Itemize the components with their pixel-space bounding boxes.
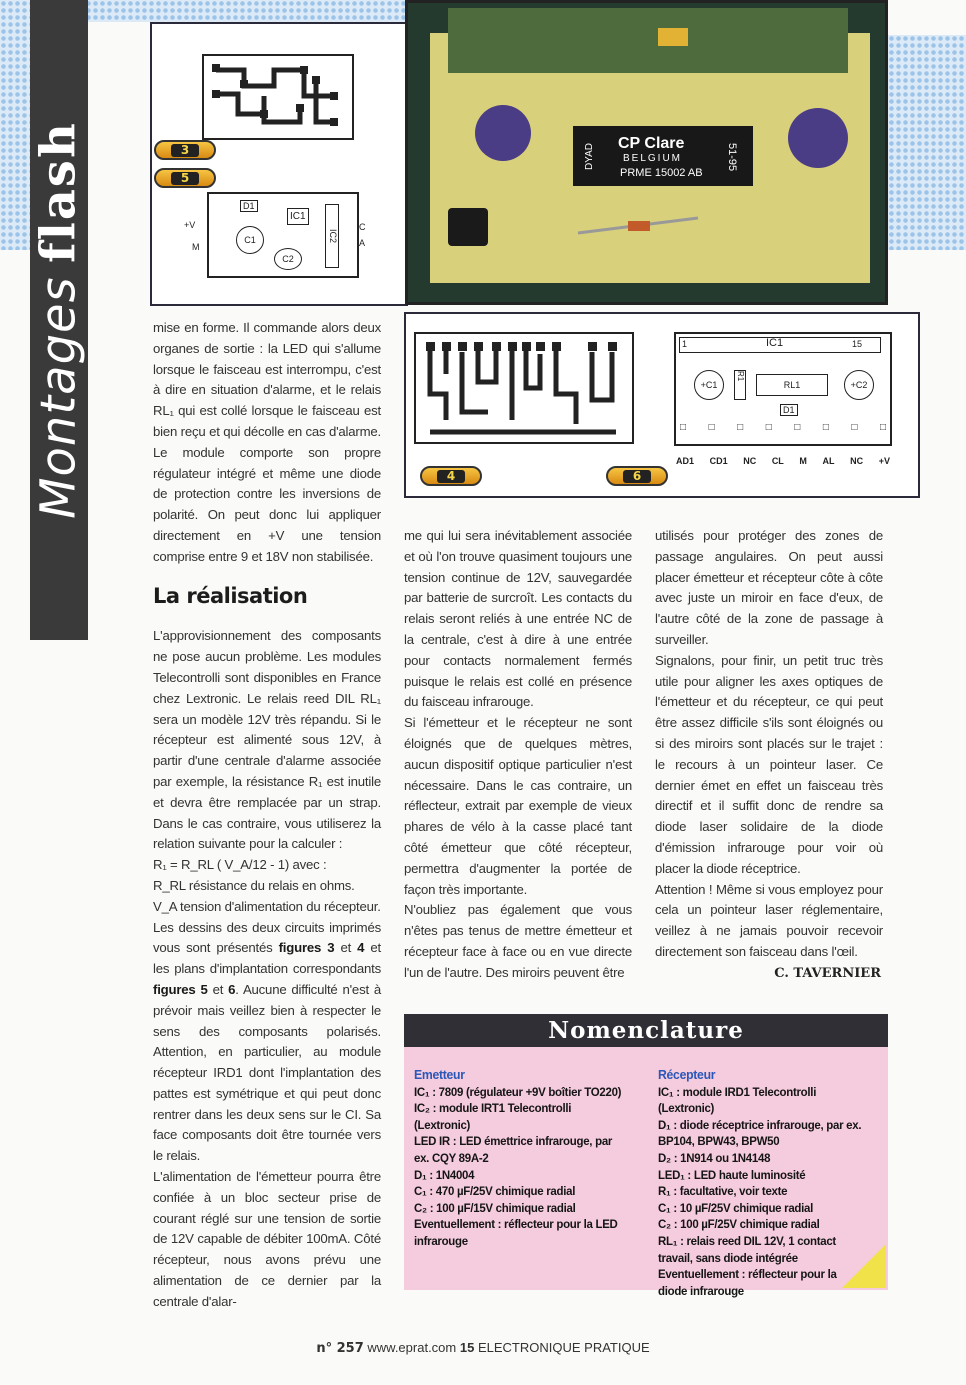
figure-4-pcb [414, 332, 634, 444]
list-item: D₂ : 1N914 ou 1N4148 [658, 1150, 771, 1165]
label-c1: C1 [236, 226, 264, 254]
paragraph: L'alimentation de l'émetteur pourra être confiée à un bloc secteur prise de courant réglé sur une tension de sortie de 12V capable de débiter 100mA. Côté récepteur, nous avons prévu une alimentation de ce dernier par la centrale d'alar- [153, 1169, 381, 1309]
label-ic1: IC1 [287, 208, 309, 225]
list-item: IC₁ : module IRD1 Telecontrolli (Lextronic) [658, 1084, 817, 1116]
fig6-pin15: 15 [852, 339, 863, 349]
photo-country: BELGIUM [623, 153, 683, 164]
label-m: M [192, 242, 200, 252]
paragraph: me qui lui sera inévitablement associée et où l'on trouve quasiment toujours une tension continue de 12V, sauvegardée par batterie de surcroît. Les contacts du relais seront reliés à une entrée NC de la centrale, c'est à dire à une entrée pour contacts normalement fermés puisque le relais est collé en présence du faisceau infrarouge. [404, 528, 632, 710]
magazine-name: ELECTRONIQUE PRATIQUE [477, 1340, 650, 1355]
list-item: RL₁ : relais reed DIL 12V, 1 contact travail, sans diode intégrée [658, 1233, 836, 1265]
list-item: Eventuellement : réflecteur pour la LED infrarouge [414, 1217, 618, 1248]
list-item: C₁ : 470 µF/25V chimique radial [414, 1184, 576, 1199]
connector-label: CL [771, 456, 784, 466]
figure-5-badge [154, 168, 216, 188]
list-item: C₂ : 100 µF/15V chimique radial [414, 1200, 576, 1215]
figure-5-layout [182, 192, 382, 282]
fig6-c1: +C1 [694, 370, 724, 400]
issue-number: n° 257 [316, 1341, 364, 1356]
connector-label: NC [743, 456, 757, 466]
page-number: 15 [459, 1340, 475, 1355]
figure-5-number: 5 [171, 172, 199, 185]
figures-3-5-panel [150, 22, 408, 306]
fig6-connector-labels [676, 456, 890, 466]
list-item: C₁ : 10 µF/25V chimique radial [658, 1200, 814, 1215]
paragraph: Signalons, pour finir, un petit truc très utile pour aligner les axes optiques de l'émetteur et du récepteur, ce qui peut être assez difficile s'ils sont éloignés ou si des miroirs sont placés sur le trajet : le recours à un pointeur laser. Ce dernier émet en effet un faisceau très directif et il suffit donc de rendre sa diode laser solidaire de la diode d'émission infrarouge pour voir où placer la diode réceptrice. [655, 652, 883, 876]
paragraph: L'approvisionnement des composants ne pose aucun problème. Les modules Telecontrolli sont disponibles en France chez Lextronic. Le relais reed DIL RL₁ sera un modèle 12V très répandu. Si le récepteur est alimenté sous 12V, à partir d'une centrale d'alarme associée par exemple, la résistance R₁ est inutile et devra être remplacée par un strap. Dans le cas contraire, vous utiliserez la relation suivante pour la calculer : [153, 628, 381, 852]
section-title-part2: flash [30, 121, 87, 264]
list-item: D₁ : 1N4004 [414, 1167, 475, 1182]
dot-pattern-left [0, 0, 30, 250]
label-c: C [359, 222, 366, 232]
recepteur-heading: Récepteur [658, 1067, 716, 1082]
nomenclature-title: Nomenclature [404, 1014, 888, 1047]
fig6-ic1: IC1 [766, 337, 784, 349]
list-item: C₂ : 100 µF/25V chimique radial [658, 1217, 820, 1232]
figures-4-6-panel [404, 312, 920, 498]
photo-code: 51-95 [726, 143, 738, 172]
dot-pattern-right [888, 35, 966, 250]
text-column-2 [404, 526, 632, 984]
connector-label: AD1 [676, 456, 695, 466]
list-item: LED IR : LED émettrice infrarouge, par ex. CQY 89A-2 [414, 1134, 613, 1165]
fig6-c2: +C2 [844, 370, 874, 400]
figure-3-number: 3 [171, 144, 199, 157]
paragraph: R_RL résistance du relais en ohms. [153, 877, 355, 893]
paragraph: Si l'émetteur et le récepteur ne sont éloignés que de quelques mètres, aucun dispositif optique particulier n'est nécessaire. Dans le cas contraire, un réflecteur, extrait par exemple de vieux phares de vélo à la casse placé tant côté émetteur que côté récepteur, permettra d'augmenter la portée de façon très importante. [404, 715, 632, 897]
paragraph: V_A tension d'alimentation du récepteur. [153, 898, 381, 914]
paragraph: utilisés pour protéger des zones de passage angulaires. On peut aussi placer émetteur et récepteur côte à côte avec juste un miroir en face d'eux, de l'autre côté de la zone de passage à surveiller. [655, 528, 883, 647]
section-heading: La réalisation [153, 583, 308, 608]
figure-3-badge [154, 140, 216, 160]
label-d1: D1 [240, 200, 258, 212]
fig6-rl1: RL1 [756, 374, 828, 396]
connector-label: CD1 [709, 456, 728, 466]
section-sidebar [30, 0, 88, 640]
list-item: R₁ : facultative, voir texte [658, 1184, 788, 1199]
list-item: IC₁ : 7809 (régulateur +9V boîtier TO220) [414, 1084, 622, 1099]
paragraph: mise en forme. Il commande alors deux organes de sortie : la LED qui s'allume lorsque le faisceau est interrompu, c'est à dire en situation d'alarme, et le relais RL₁ qui est collé lorsque le faisceau est bien reçu et qui décolle en cas d'alarme. Le module comporte son propre régulateur intégré et même une diode de protection contre les inversions de polarité. On peut donc lui appliquer directement en +V une tension comprise entre 9 et 18V non stabilisée. [153, 320, 381, 564]
page-footer [0, 1340, 966, 1356]
connector-label: M [799, 456, 807, 466]
fig6-r1: R1 [734, 370, 746, 400]
list-item: D₁ : diode réceptrice infrarouge, par ex. BP104, BPW43, BPW50 [658, 1117, 862, 1149]
recepteur-list [658, 1067, 867, 1299]
paragraph: N'oubliez pas également que vous n'êtes pas tenus de mettre émetteur et récepteur face à face ou en vue directe l'un de l'autre. Des miroirs peuvent être [404, 902, 632, 980]
label-plus-v: +V [184, 220, 196, 230]
fig6-pads: □ □ □ □ □ □ □ □ [680, 422, 886, 433]
author: C. TAVERNIER [774, 966, 881, 981]
paragraph: Les dessins des deux circuits imprimés vous sont présentés figures 3 et 4 et les plans d'implantation correspondants figures 5 et 6. Aucune difficulté n'est à prévoir mais veillez bien à respecter le sens des composants polarisés. Attention, en particulier, au module récepteur IRD1 dont l'implantation des pattes est symétrique et qui peut donc rentrer dans les deux sens sur le CI. Sa face composants doit être tournée vers le relais. [153, 919, 381, 1164]
list-item: Eventuellement : réflecteur pour la diode infrarouge [658, 1267, 837, 1298]
text-column-3 [655, 526, 883, 963]
figure-4-number: 4 [437, 470, 465, 483]
label-a: A [359, 238, 366, 248]
website: www.eprat.com [367, 1340, 457, 1355]
label-c2: C2 [274, 248, 302, 270]
fig6-pin1: 1 [682, 339, 688, 349]
emetteur-list [414, 1067, 623, 1250]
pcb-traces-fig3 [204, 56, 352, 138]
pcb-traces-fig4 [416, 334, 632, 442]
list-item: LED₁ : LED haute luminosité [658, 1167, 806, 1182]
text-column-1 [153, 318, 381, 1313]
figure-6-layout [674, 332, 892, 446]
nomenclature-box [404, 1014, 888, 1298]
formula: R₁ = R_RL ( V_A/12 - 1) avec : [153, 857, 327, 873]
label-ic2: IC2 [325, 204, 339, 268]
photo-dyad: DYAD [584, 143, 595, 171]
figure-3-pcb [202, 54, 354, 140]
corner-triangle-decoration [842, 1244, 886, 1288]
emetteur-heading: Emetteur [414, 1067, 465, 1082]
figure-6-number: 6 [623, 470, 651, 483]
fig6-d1: D1 [780, 404, 798, 416]
photo-brand: CP Clare [618, 135, 685, 152]
paragraph: Attention ! Même si vous employez pour cela un pointeur laser réglementaire, veillez à ne jamais pouvoir recevoir directement son faisceau dans l'œil. [655, 881, 883, 959]
section-title [30, 121, 88, 519]
connector-label: +V [878, 456, 890, 466]
connector-label: AL [822, 456, 835, 466]
section-title-part1: Montages [30, 276, 87, 519]
circuit-photo [405, 0, 888, 305]
connector-label: NC [850, 456, 864, 466]
figure-4-badge [420, 466, 482, 486]
photo-part: PRME 15002 AB [620, 167, 703, 179]
figure-6-badge [606, 466, 668, 486]
list-item: IC₂ : module IRT1 Telecontrolli (Lextronic) [414, 1101, 572, 1132]
